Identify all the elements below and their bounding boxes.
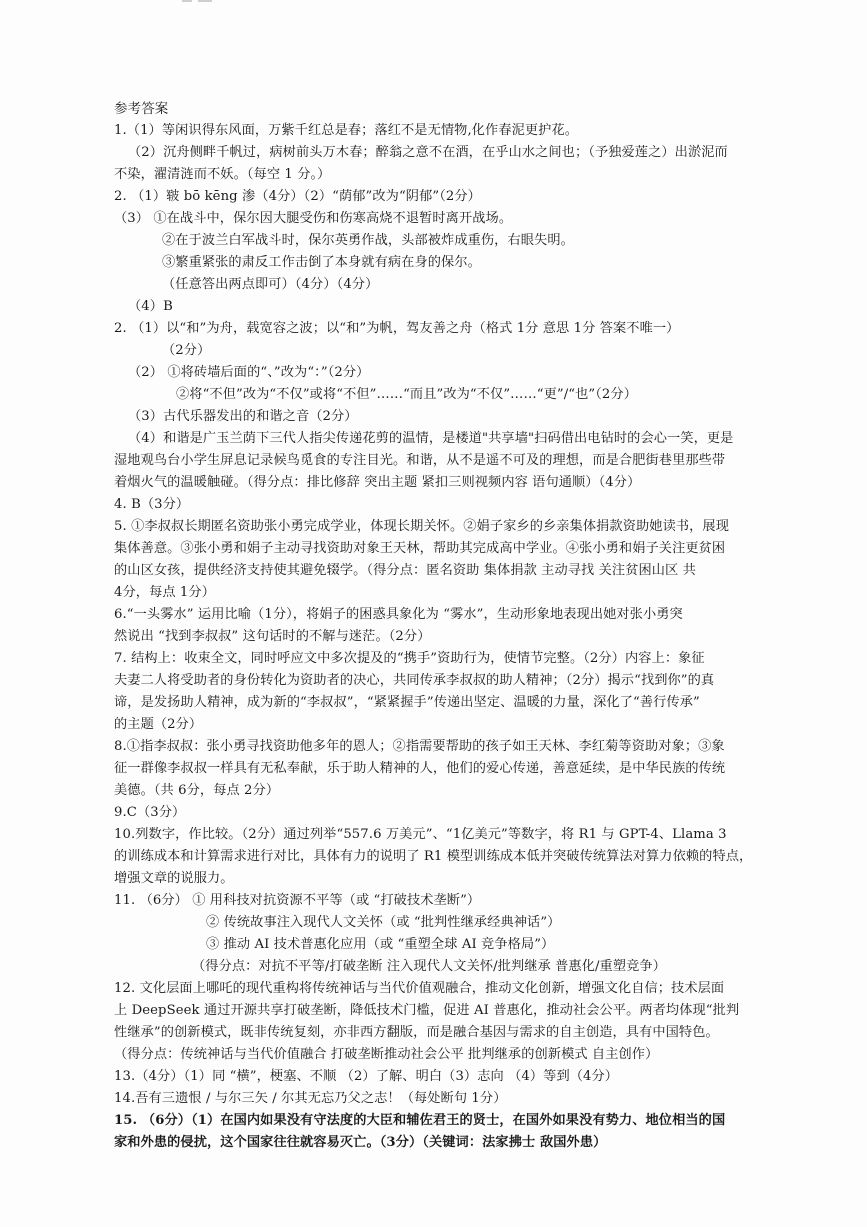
answer-line: 4分，每点 1分）	[114, 585, 215, 600]
answer-line: 13.（4分）（1）同 “横”，梗塞、不顺 （2）了解、明白（3）志向 （4）等到（4分）	[114, 1069, 619, 1084]
answer-line: ②在于波兰白军战斗时，保尔英勇作战，头部被炸成重伤，右眼失明。	[162, 233, 574, 248]
answer-line: 湿地观鸟台小学生屏息记录候鸟觅食的专注目光。和谐，从不是遥不可及的理想，而是合肥街巷里那些带	[114, 453, 726, 468]
answer-line: （得分点：对抗不平等/打破垄断 注入现代人文关怀/批判继承 普惠化/重塑竞争）	[192, 959, 666, 974]
answer-line: 上 DeepSeek 通过开源共享打破垄断，降低技术门槛，促进 AI 普惠化，推动社会公平。两者均体现“批判	[114, 1003, 740, 1018]
answer-line: 增强文章的说服力。	[114, 871, 234, 886]
answer-line: 的山区女孩，提供经济支持使其避免辍学。（得分点：匿名资助 集体捐款 主动寻找 关注贫困山区 共	[114, 563, 696, 578]
answer-line: 2. （1）以“和”为舟，载宽容之波；以“和”为帆，驾友善之舟（格式 1分 意思 1分 答案不唯一）	[114, 321, 680, 336]
answer-line: 15. （6分）（1）在国内如果没有守法度的大臣和辅佐君王的贤士，在国外如果没有势力、地位相当的国	[114, 1113, 726, 1128]
answer-line: （2） ①将砖墙后面的“、”改为“：”（2分）	[128, 365, 370, 380]
answer-line: 然说出 “找到李叔叔” 这句话时的不解与迷茫。（2分）	[114, 629, 431, 644]
answer-line: 7. 结构上：收束全文，同时呼应文中多次提及的“携手”资助行为，使情节完整。（2分）内容上：象征	[114, 651, 705, 666]
answer-line: ③ 推动 AI 技术普惠化应用（或 “重塑全球 AI 竞争格局”）	[206, 937, 555, 952]
answer-line: 征一群像李叔叔一样具有无私奉献，乐于助人精神的人，他们的爱心传递，善意延续，是中华民族的传统	[114, 761, 726, 776]
answer-key-body	[114, 98, 804, 1154]
answer-line: 6.“一头雾水” 运用比喻（1分），将娟子的困惑具象化为 “雾水”，生动形象地表现出她对张小勇突	[114, 607, 683, 622]
answer-line: （2分）	[162, 343, 211, 358]
answer-line: （2）沉舟侧畔千帆过，病树前头万木春；醉翁之意不在酒，在乎山水之间也；（予独爱莲之）出淤泥而	[128, 145, 728, 160]
answer-line: 5. ①李叔叔长期匿名资助张小勇完成学业，体现长期关怀。②娟子家乡的乡亲集体捐款资助她读书，展现	[114, 519, 730, 534]
answer-line: 家和外患的侵扰，这个国家往往就容易灭亡。（3分）（关键词：法家拂士 敌国外患）	[114, 1135, 607, 1150]
answer-line: 性继承”的创新模式，既非传统复刻，亦非西方翻版，而是融合基因与需求的自主创造，具有中国特色。	[114, 1025, 719, 1040]
answer-line: （得分点：传统神话与当代价值融合 打破垄断推动社会公平 批判继承的创新模式 自主创作）	[114, 1047, 659, 1062]
answer-line: （4）和谐是广玉兰荫下三代人指尖传递花剪的温情，是楼道"共享墙"扫码借出电钻时的会心一笑，更是	[128, 431, 734, 446]
answer-line: 谛，是发扬助人精神，成为新的“李叔叔”，“紧紧握手”传递出坚定、温暖的力量，深化了“善行传承”	[114, 695, 700, 710]
answer-lines	[114, 120, 804, 1154]
answer-line: 8.①指李叔叔：张小勇寻找资助他多年的恩人；②指需要帮助的孩子如王天林、李红菊等资助对象；③象	[114, 739, 725, 754]
answer-line: 不染，濯清涟而不妖。（每空 1 分。）	[114, 167, 331, 182]
answer-line: （任意答出两点即可）（4分）（4分）	[162, 277, 379, 292]
answer-line: 的训练成本和计算需求进行对比，具体有力的说明了 R1 模型训练成本低并突破传统算法对算力依赖的特点，	[114, 849, 753, 864]
answer-line: 1.（1）等闲识得东风面，万紫千红总是春；落红不是无情物,化作春泥更护花。	[114, 123, 579, 138]
answer-line: 11. （6分） ① 用科技对抗资源不平等（或 “打破技术垄断”）	[114, 893, 481, 908]
top-edge-marks	[180, 0, 220, 6]
answer-line: （3）古代乐器发出的和谐之音（2分）	[128, 409, 358, 424]
answer-line: 10.列数字，作比较。（2分）通过列举“557.6 万美元”、“1亿美元”等数字，将 R1 与 GPT-4、Llama 3	[114, 827, 727, 842]
answer-line: （3） ①在战斗中，保尔因大腿受伤和伤寒高烧不退暂时离开战场。	[114, 211, 513, 226]
answer-line: 12. 文化层面上哪吒的现代重构将传统神话与当代价值观融合，推动文化创新，增强文化自信；技术层面	[114, 981, 725, 996]
answer-line: 美德。（共 6分，每点 2分）	[114, 783, 280, 798]
answer-line: 9.C（3分）	[114, 805, 186, 820]
answer-line: （4）B	[128, 299, 173, 314]
answer-line: 4. B（3分）	[114, 497, 190, 512]
answer-line: 着烟火气的温暖触碰。（得分点：排比修辞 突出主题 紧扣三则视频内容 语句通顺）（4分）	[114, 475, 641, 490]
answer-line: 2. （1）皲 bō kēng 渗（4分）（2）“荫郁”改为“阴郁”（2分）	[114, 189, 481, 204]
answer-line: 14.吾有三遗恨 / 与尔三矢 / 尔其无忘乃父之志！（每处断句 1分）	[114, 1091, 507, 1106]
answer-line: 夫妻二人将受助者的身份转化为资助者的决心，共同传承李叔叔的助人精神；（2分）揭示“找到你”的真	[114, 673, 715, 688]
answer-line: ③繁重紧张的肃反工作击倒了本身就有病在身的保尔。	[162, 255, 481, 270]
answer-line: ②将“不但”改为“不仅”或将“不但”……“而且”改为“不仅”……“更”/“也”（2分）	[176, 387, 637, 402]
answer-line: 集体善意。③张小勇和娟子主动寻找资助对象王天林，帮助其完成高中学业。④张小勇和娟子关注更贫困	[114, 541, 726, 556]
document-title: 参考答案	[114, 101, 169, 117]
answer-line: 的主题（2分）	[114, 717, 203, 732]
answer-line: ② 传统故事注入现代人文关怀（或 “批判性继承经典神话”）	[206, 915, 561, 930]
